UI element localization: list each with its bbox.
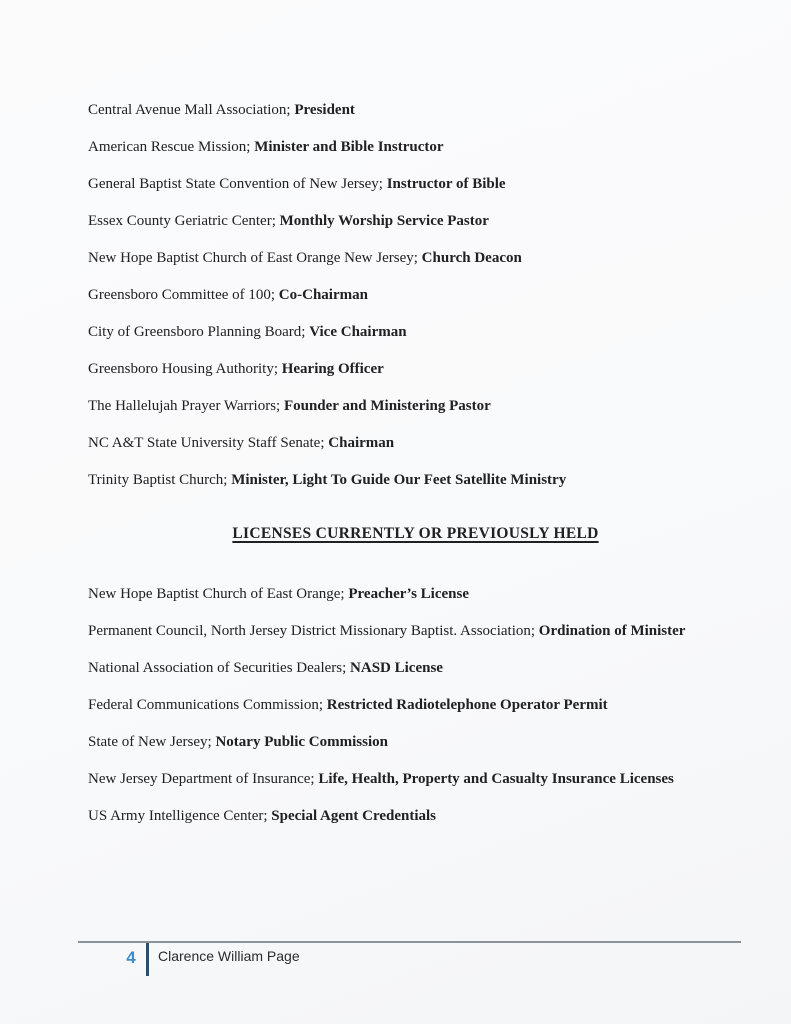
positions-list bbox=[88, 99, 743, 492]
list-item bbox=[88, 768, 743, 791]
organization-text: NC A&T State University Staff Senate; bbox=[88, 435, 329, 451]
list-item bbox=[88, 136, 743, 159]
organization-text: Essex County Geriatric Center; bbox=[88, 213, 280, 229]
list-item bbox=[88, 210, 743, 233]
role-text: Notary Public Commission bbox=[215, 734, 388, 750]
role-text: NASD License bbox=[350, 660, 443, 676]
organization-text: New Hope Baptist Church of East Orange; bbox=[88, 586, 349, 602]
list-item bbox=[88, 395, 743, 418]
organization-text: New Hope Baptist Church of East Orange New Jersey; bbox=[88, 250, 422, 266]
role-text: Special Agent Credentials bbox=[271, 808, 437, 824]
role-text: Minister and Bible Instructor bbox=[254, 139, 444, 155]
role-text: Vice Chairman bbox=[309, 324, 407, 340]
role-text: Ordination of Minister bbox=[538, 623, 686, 639]
list-item bbox=[88, 321, 743, 344]
list-item bbox=[88, 284, 743, 307]
role-text: Life, Health, Property and Casualty Insurance Licenses bbox=[318, 771, 674, 787]
page-footer bbox=[78, 941, 741, 976]
organization-text: The Hallelujah Prayer Warriors; bbox=[88, 398, 284, 414]
role-text: Hearing Officer bbox=[281, 361, 384, 377]
organization-text: Permanent Council, North Jersey District Missionary Baptist. Association; bbox=[88, 623, 539, 639]
list-item bbox=[88, 358, 743, 381]
organization-text: State of New Jersey; bbox=[88, 734, 216, 750]
organization-text: US Army Intelligence Center; bbox=[88, 808, 272, 824]
organization-text: Greensboro Housing Authority; bbox=[88, 361, 282, 377]
list-item bbox=[88, 805, 743, 828]
organization-text: American Rescue Mission; bbox=[88, 139, 255, 155]
role-text: Minister, Light To Guide Our Feet Satellite Ministry bbox=[231, 472, 567, 488]
organization-text: General Baptist State Convention of New Jersey; bbox=[88, 176, 387, 192]
organization-text: Central Avenue Mall Association; bbox=[88, 102, 295, 118]
licenses-list bbox=[88, 583, 743, 828]
role-text: Preacher’s License bbox=[348, 586, 470, 602]
footer-author: Clarence William Page bbox=[158, 948, 300, 964]
page-body bbox=[88, 99, 743, 842]
role-text: Founder and Ministering Pastor bbox=[283, 398, 491, 414]
list-item bbox=[88, 657, 743, 680]
page-number: 4 bbox=[126, 948, 136, 967]
role-text: Restricted Radiotelephone Operator Permit bbox=[326, 697, 608, 713]
list-item bbox=[88, 432, 743, 455]
role-text: President bbox=[294, 102, 355, 118]
organization-text: Federal Communications Commission; bbox=[88, 697, 327, 713]
organization-text: City of Greensboro Planning Board; bbox=[88, 324, 310, 340]
footer-divider bbox=[146, 943, 149, 976]
organization-text: Trinity Baptist Church; bbox=[88, 472, 232, 488]
organization-text: Greensboro Committee of 100; bbox=[88, 287, 279, 303]
list-item bbox=[88, 731, 743, 754]
role-text: Monthly Worship Service Pastor bbox=[279, 213, 489, 229]
list-item bbox=[88, 173, 743, 196]
list-item bbox=[88, 620, 743, 643]
role-text: Instructor of Bible bbox=[386, 176, 506, 192]
list-item bbox=[88, 469, 743, 492]
list-item bbox=[88, 583, 743, 606]
list-item bbox=[88, 694, 743, 717]
list-item bbox=[88, 247, 743, 270]
section-heading: LICENSES CURRENTLY OR PREVIOUSLY HELD bbox=[232, 525, 599, 542]
organization-text: New Jersey Department of Insurance; bbox=[88, 771, 319, 787]
role-text: Chairman bbox=[328, 435, 395, 451]
list-item bbox=[88, 99, 743, 122]
role-text: Church Deacon bbox=[421, 250, 522, 266]
role-text: Co-Chairman bbox=[278, 287, 368, 303]
organization-text: National Association of Securities Dealers; bbox=[88, 660, 351, 676]
